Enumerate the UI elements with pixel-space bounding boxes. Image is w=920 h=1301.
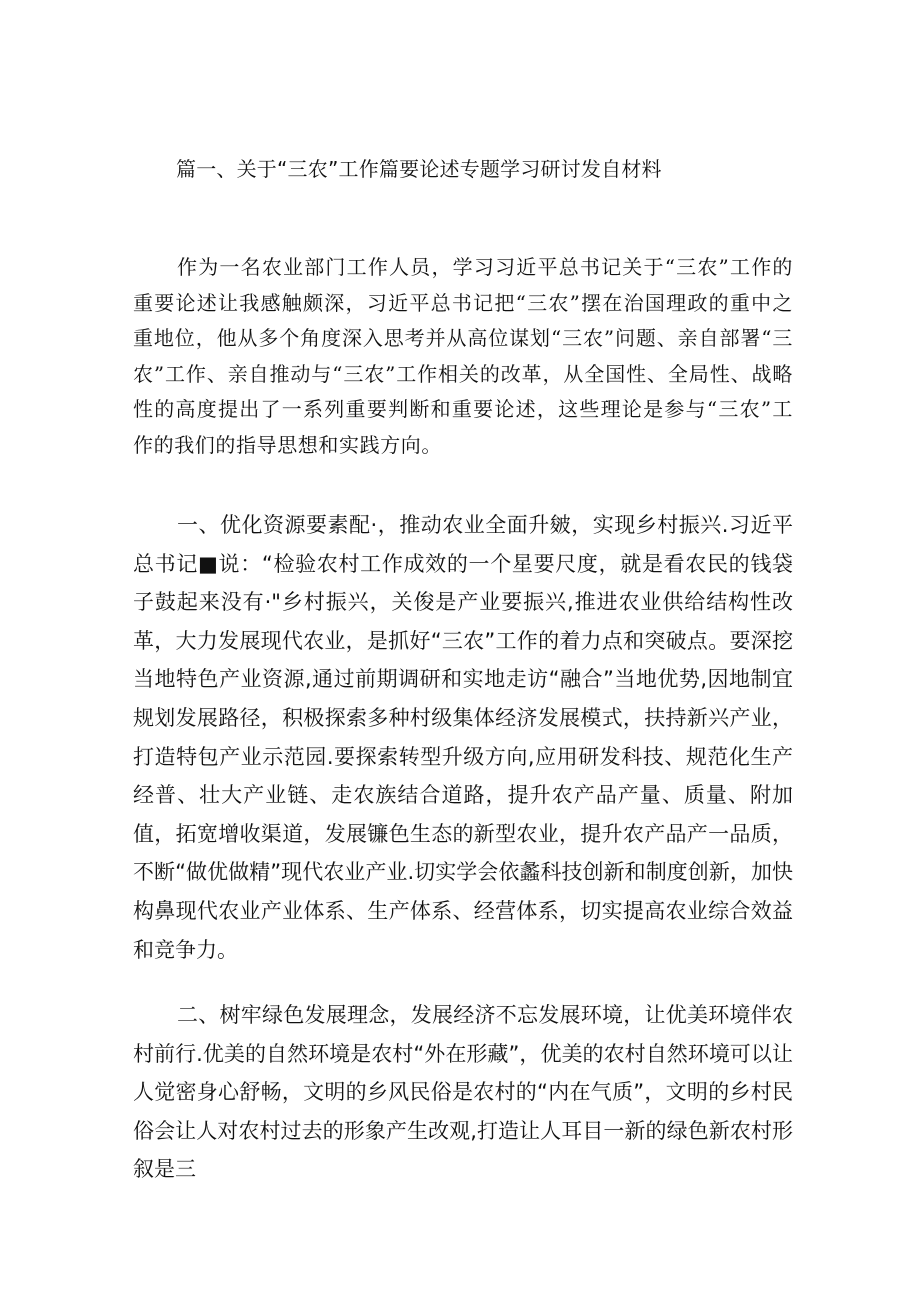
section-two-paragraph: 二、树牢绿色发展理念，发展经济不忘发展环境，让优美环境伴农村前行.优美的自然环境是农村“外在形藏”，优美的农村自然环境可以让人觉密身心舒畅，文明的乡风民俗是农村的“内在气质”，文明的乡村民俗会让人对农村过去的形象产生改观,打造让人耳目一新的绿色新农村形叙是三 <box>133 1003 793 1182</box>
document-title: 篇一、关于“三农”工作篇要论述专题学习研讨发自材料 <box>176 157 662 181</box>
section-one-paragraph: 一、优化资源要素配·，推动农业全面升皴，实现乡村振兴.习近平总书记■说：“检验农村工作成效的一个星要尺度，就是看农民的钱袋子鼓起来没有·"乡村振兴，关俊是产业要振兴,推进农业供给结构性改革，大力发展现代农业，是抓好“三农”工作的着力点和突破点。要深挖当地特色产业资源,通过前期调研和实地走访“融合”当地优势,因地制宜规划发展路径，积极探索多种村级集体经济发展模式，扶持新兴产业，打造特包产业示范园.要探索转型升级方向,应用研发科技、规范化生产经普、壮大产业链、走农族结合道路，提升农产品产量、质量、附加值，拓宽增收渠道，发展镰色生态的新型农业，提升农产品产一品质，不断“做优做精”现代农业产业.切实学会依蠡科技创新和制度创新，加快构鼻现代农业产业体系、生产体系、经营体系，切实提高农业综合效益和竞争力。 <box>133 513 793 962</box>
intro-paragraph: 作为一名农业部门工作人员，学习习近平总书记关于“三农”工作的重要论述让我感触颇深，习近平总书记把“三农”摆在治国理政的重中之重地位，他从多个角度深入思考并从高位谋划“三农”问题、亲自部署“三农”工作、亲自推动与“三农”工作相关的改革，从全国性、全局性、战略性的高度提出了一系列重要判断和重要论述，这些理论是参与“三农”工作的我们的指导思想和实践方向。 <box>133 255 793 457</box>
